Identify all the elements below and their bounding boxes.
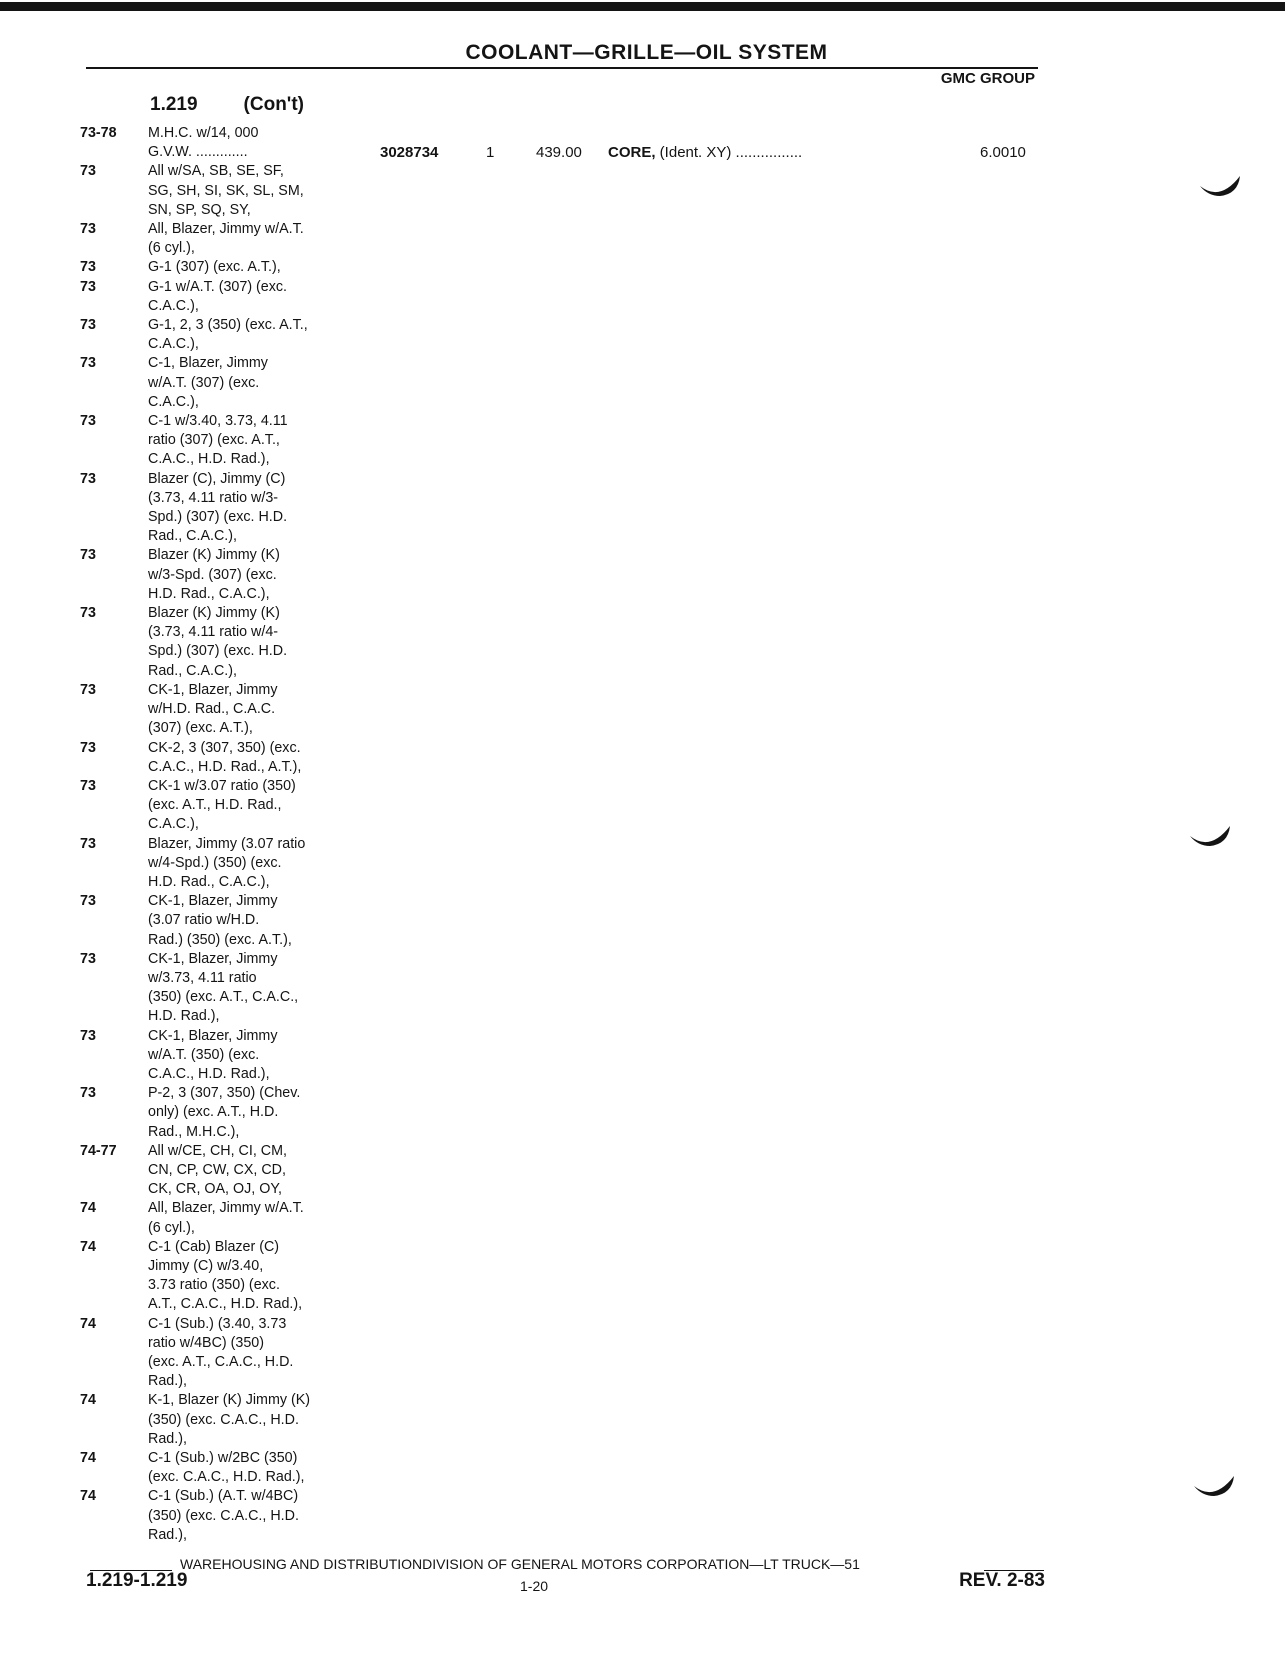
part-price: 439.00	[536, 144, 582, 161]
part-ident: (Ident. XY) ................	[655, 144, 803, 161]
application-description	[148, 892, 380, 950]
description-line: H.D. Rad., C.A.C.),	[148, 873, 270, 890]
description-line: w/H.D. Rad., C.A.C.	[148, 701, 276, 718]
description-line: Rad., M.H.C.),	[148, 1123, 240, 1140]
application-entry	[80, 604, 380, 681]
description-line: Rad.) (350) (exc. A.T.),	[148, 931, 292, 948]
model-year: 73	[80, 163, 96, 180]
description-line: (307) (exc. A.T.),	[148, 720, 253, 737]
description-line: G-1 w/A.T. (307) (exc.	[148, 278, 288, 295]
continued-label: (Con't)	[243, 94, 304, 115]
application-description	[148, 220, 380, 258]
description-line: (exc. A.T., C.A.C., H.D.	[148, 1354, 294, 1370]
description-line: Rad., C.A.C.),	[148, 528, 237, 545]
description-line: CK-2, 3 (307, 350) (exc.	[148, 739, 301, 756]
binder-hole-icon	[1190, 1472, 1236, 1502]
footer-publisher: WAREHOUSING AND DISTRIBUTIONDIVISION OF GENERAL MOTORS CORPORATION—LT TRUCK—51	[180, 1556, 860, 1572]
application-entry	[80, 1238, 380, 1315]
application-description	[148, 1142, 380, 1200]
description-line: CN, CP, CW, CX, CD,	[148, 1161, 286, 1178]
description-line: w/A.T. (350) (exc.	[148, 1046, 260, 1063]
description-line: C.A.C.),	[148, 393, 199, 410]
application-description	[148, 1391, 380, 1449]
description-line: G-1 (307) (exc. A.T.),	[148, 259, 281, 276]
description-line: C.A.C., H.D. Rad.),	[148, 451, 270, 468]
model-year: 73	[80, 413, 96, 430]
model-year: 73	[80, 893, 96, 910]
section-heading	[150, 94, 304, 116]
description-line: (exc. A.T., H.D. Rad.,	[148, 797, 282, 814]
description-line: C.A.C., H.D. Rad., A.T.),	[148, 758, 302, 775]
application-entry	[80, 316, 380, 354]
title-rule	[86, 67, 1038, 69]
part-number: 3028734	[380, 144, 439, 161]
application-entry	[80, 1315, 380, 1392]
application-entry	[80, 1084, 380, 1142]
description-line: Rad.),	[148, 1430, 187, 1447]
application-entry	[80, 1199, 380, 1237]
description-line: Blazer (K) Jimmy (K)	[148, 547, 280, 564]
application-entry	[80, 1487, 380, 1545]
description-line: G-1, 2, 3 (350) (exc. A.T.,	[148, 317, 308, 334]
application-entry	[80, 258, 380, 277]
description-line: C-1, Blazer, Jimmy	[148, 355, 268, 372]
description-line: C-1 (Sub.) (A.T. w/4BC)	[148, 1488, 299, 1505]
application-entry	[80, 681, 380, 739]
description-line: CK-1, Blazer, Jimmy	[148, 950, 278, 967]
part-quantity: 1	[486, 144, 495, 161]
application-description	[148, 258, 380, 277]
model-year: 74	[80, 1200, 96, 1217]
description-line: Rad.),	[148, 1373, 187, 1390]
application-entry	[80, 739, 380, 777]
description-line: Blazer (C), Jimmy (C)	[148, 470, 286, 487]
application-description	[148, 470, 380, 547]
application-entry	[80, 1449, 380, 1487]
application-entry	[80, 1027, 380, 1085]
model-year: 74	[80, 1450, 96, 1467]
application-description	[148, 354, 380, 412]
application-description	[148, 278, 380, 316]
description-line: CK-1, Blazer, Jimmy	[148, 681, 278, 698]
description-line: All, Blazer, Jimmy w/A.T.	[148, 221, 304, 238]
model-year: 74	[80, 1315, 96, 1332]
model-year: 73	[80, 950, 96, 967]
description-line: w/A.T. (307) (exc.	[148, 374, 260, 391]
model-year: 73	[80, 470, 96, 487]
application-description	[148, 1315, 380, 1392]
description-line: CK-1, Blazer, Jimmy	[148, 1027, 278, 1044]
description-line: (3.73, 4.11 ratio w/4-	[148, 624, 279, 641]
description-line: Spd.) (307) (exc. H.D.	[148, 509, 288, 526]
application-entry	[80, 546, 380, 604]
description-line: C.A.C.),	[148, 816, 199, 833]
application-description	[148, 950, 380, 1027]
application-description	[148, 1487, 380, 1545]
model-year: 73	[80, 317, 96, 334]
application-description	[148, 1027, 380, 1085]
part-name: CORE,	[608, 144, 656, 161]
application-entry	[80, 892, 380, 950]
description-line: SG, SH, SI, SK, SL, SM,	[148, 182, 304, 199]
description-line: P-2, 3 (307, 350) (Chev.	[148, 1085, 301, 1102]
description-line: C-1 (Sub.) w/2BC (350)	[148, 1450, 298, 1467]
application-description	[148, 124, 380, 162]
description-line: (exc. C.A.C., H.D. Rad.),	[148, 1469, 305, 1486]
description-line: Blazer, Jimmy (3.07 ratio	[148, 835, 306, 852]
application-entry	[80, 220, 380, 258]
application-entry	[80, 1391, 380, 1449]
description-line: H.D. Rad.),	[148, 1008, 220, 1025]
model-year: 73	[80, 221, 96, 238]
description-line: (6 cyl.),	[148, 1219, 195, 1236]
application-description	[148, 777, 380, 835]
description-line: M.H.C. w/14, 000	[148, 125, 259, 141]
application-entry	[80, 412, 380, 470]
description-line: H.D. Rad., C.A.C.),	[148, 585, 270, 602]
model-year: 74	[80, 1392, 96, 1409]
model-year: 74	[80, 1238, 96, 1255]
page-top-border	[0, 2, 1285, 11]
description-line: C-1 (Cab) Blazer (C)	[148, 1238, 280, 1255]
description-line: C-1 (Sub.) (3.40, 3.73	[148, 1315, 287, 1332]
application-description	[148, 1084, 380, 1142]
description-line: Blazer (K) Jimmy (K)	[148, 605, 280, 622]
description-line: K-1, Blazer (K) Jimmy (K)	[148, 1392, 311, 1409]
application-entry	[80, 835, 380, 893]
application-description	[148, 1449, 380, 1487]
description-line: CK, CR, OA, OJ, OY,	[148, 1181, 282, 1198]
description-line: (6 cyl.),	[148, 240, 195, 257]
application-description	[148, 162, 380, 220]
model-year: 74	[80, 1488, 96, 1505]
application-entry	[80, 354, 380, 412]
application-entry	[80, 470, 380, 547]
application-entry	[80, 124, 380, 162]
application-description	[148, 739, 380, 777]
description-line: only) (exc. A.T., H.D.	[148, 1104, 279, 1121]
application-description	[148, 1238, 380, 1315]
description-line: w/3.73, 4.11 ratio	[148, 969, 257, 986]
description-line: Jimmy (C) w/3.40,	[148, 1257, 264, 1274]
part-description	[608, 143, 802, 162]
section-number: 1.219	[150, 94, 198, 115]
description-line: C.A.C.),	[148, 336, 199, 353]
model-year: 73-78	[80, 125, 117, 141]
application-entry	[80, 950, 380, 1027]
model-year: 73	[80, 1085, 96, 1102]
description-line: ratio (307) (exc. A.T.,	[148, 432, 280, 449]
part-group-number: 6.0010	[980, 144, 1026, 161]
application-description	[148, 681, 380, 739]
application-description	[148, 316, 380, 354]
description-line: SN, SP, SQ, SY,	[148, 201, 251, 218]
model-year: 73	[80, 547, 96, 564]
description-line: All w/CE, CH, CI, CM,	[148, 1142, 288, 1159]
description-line: G.V.W. .............	[148, 144, 248, 161]
description-line: (350) (exc. C.A.C., H.D.	[148, 1411, 299, 1428]
application-entry	[80, 777, 380, 835]
application-description	[148, 412, 380, 470]
description-line: All, Blazer, Jimmy w/A.T.	[148, 1200, 304, 1217]
description-line: w/4-Spd.) (350) (exc.	[148, 854, 282, 871]
description-line: (350) (exc. C.A.C., H.D.	[148, 1507, 299, 1524]
model-year: 74-77	[80, 1142, 117, 1159]
description-line: Rad., C.A.C.),	[148, 662, 237, 679]
group-column-label: GMC GROUP	[940, 70, 1035, 87]
model-year: 73	[80, 1027, 96, 1044]
application-entry	[80, 278, 380, 316]
description-line: Rad.),	[148, 1526, 187, 1543]
footer-page-number: 1-20	[520, 1578, 549, 1594]
model-year: 73	[80, 835, 96, 852]
model-year: 73	[80, 681, 96, 698]
description-line: C-1 w/3.40, 3.73, 4.11	[148, 413, 288, 430]
binder-hole-icon	[1196, 172, 1242, 202]
description-line: ratio w/4BC) (350)	[148, 1334, 265, 1351]
description-line: Spd.) (307) (exc. H.D.	[148, 643, 288, 660]
description-line: C.A.C., H.D. Rad.),	[148, 1065, 270, 1082]
description-line: C.A.C.),	[148, 297, 199, 314]
footer-section-ref: 1.219-1.219	[86, 1570, 188, 1591]
model-year: 73	[80, 777, 96, 794]
model-year: 73	[80, 739, 96, 756]
model-year: 73	[80, 355, 96, 372]
application-entry	[80, 162, 380, 220]
description-line: (3.07 ratio w/H.D.	[148, 912, 260, 929]
application-list	[80, 124, 380, 1545]
description-line: (350) (exc. A.T., C.A.C.,	[148, 989, 299, 1006]
model-year: 73	[80, 278, 96, 295]
page-title: COOLANT—GRILLE—OIL SYSTEM	[465, 41, 828, 64]
footer-revision: REV. 2-83	[959, 1570, 1045, 1591]
application-description	[148, 835, 380, 893]
description-line: 3.73 ratio (350) (exc.	[148, 1277, 280, 1294]
binder-hole-icon	[1186, 822, 1232, 852]
description-line: All w/SA, SB, SE, SF,	[148, 163, 284, 180]
description-line: CK-1 w/3.07 ratio (350)	[148, 777, 296, 794]
description-line: (3.73, 4.11 ratio w/3-	[148, 489, 279, 506]
application-entry	[80, 1142, 380, 1200]
description-line: A.T., C.A.C., H.D. Rad.),	[148, 1296, 303, 1313]
model-year: 73	[80, 259, 96, 276]
application-description	[148, 1199, 380, 1237]
application-description	[148, 604, 380, 681]
application-description	[148, 546, 380, 604]
description-line: CK-1, Blazer, Jimmy	[148, 893, 278, 910]
description-line: w/3-Spd. (307) (exc.	[148, 566, 277, 583]
model-year: 73	[80, 605, 96, 622]
